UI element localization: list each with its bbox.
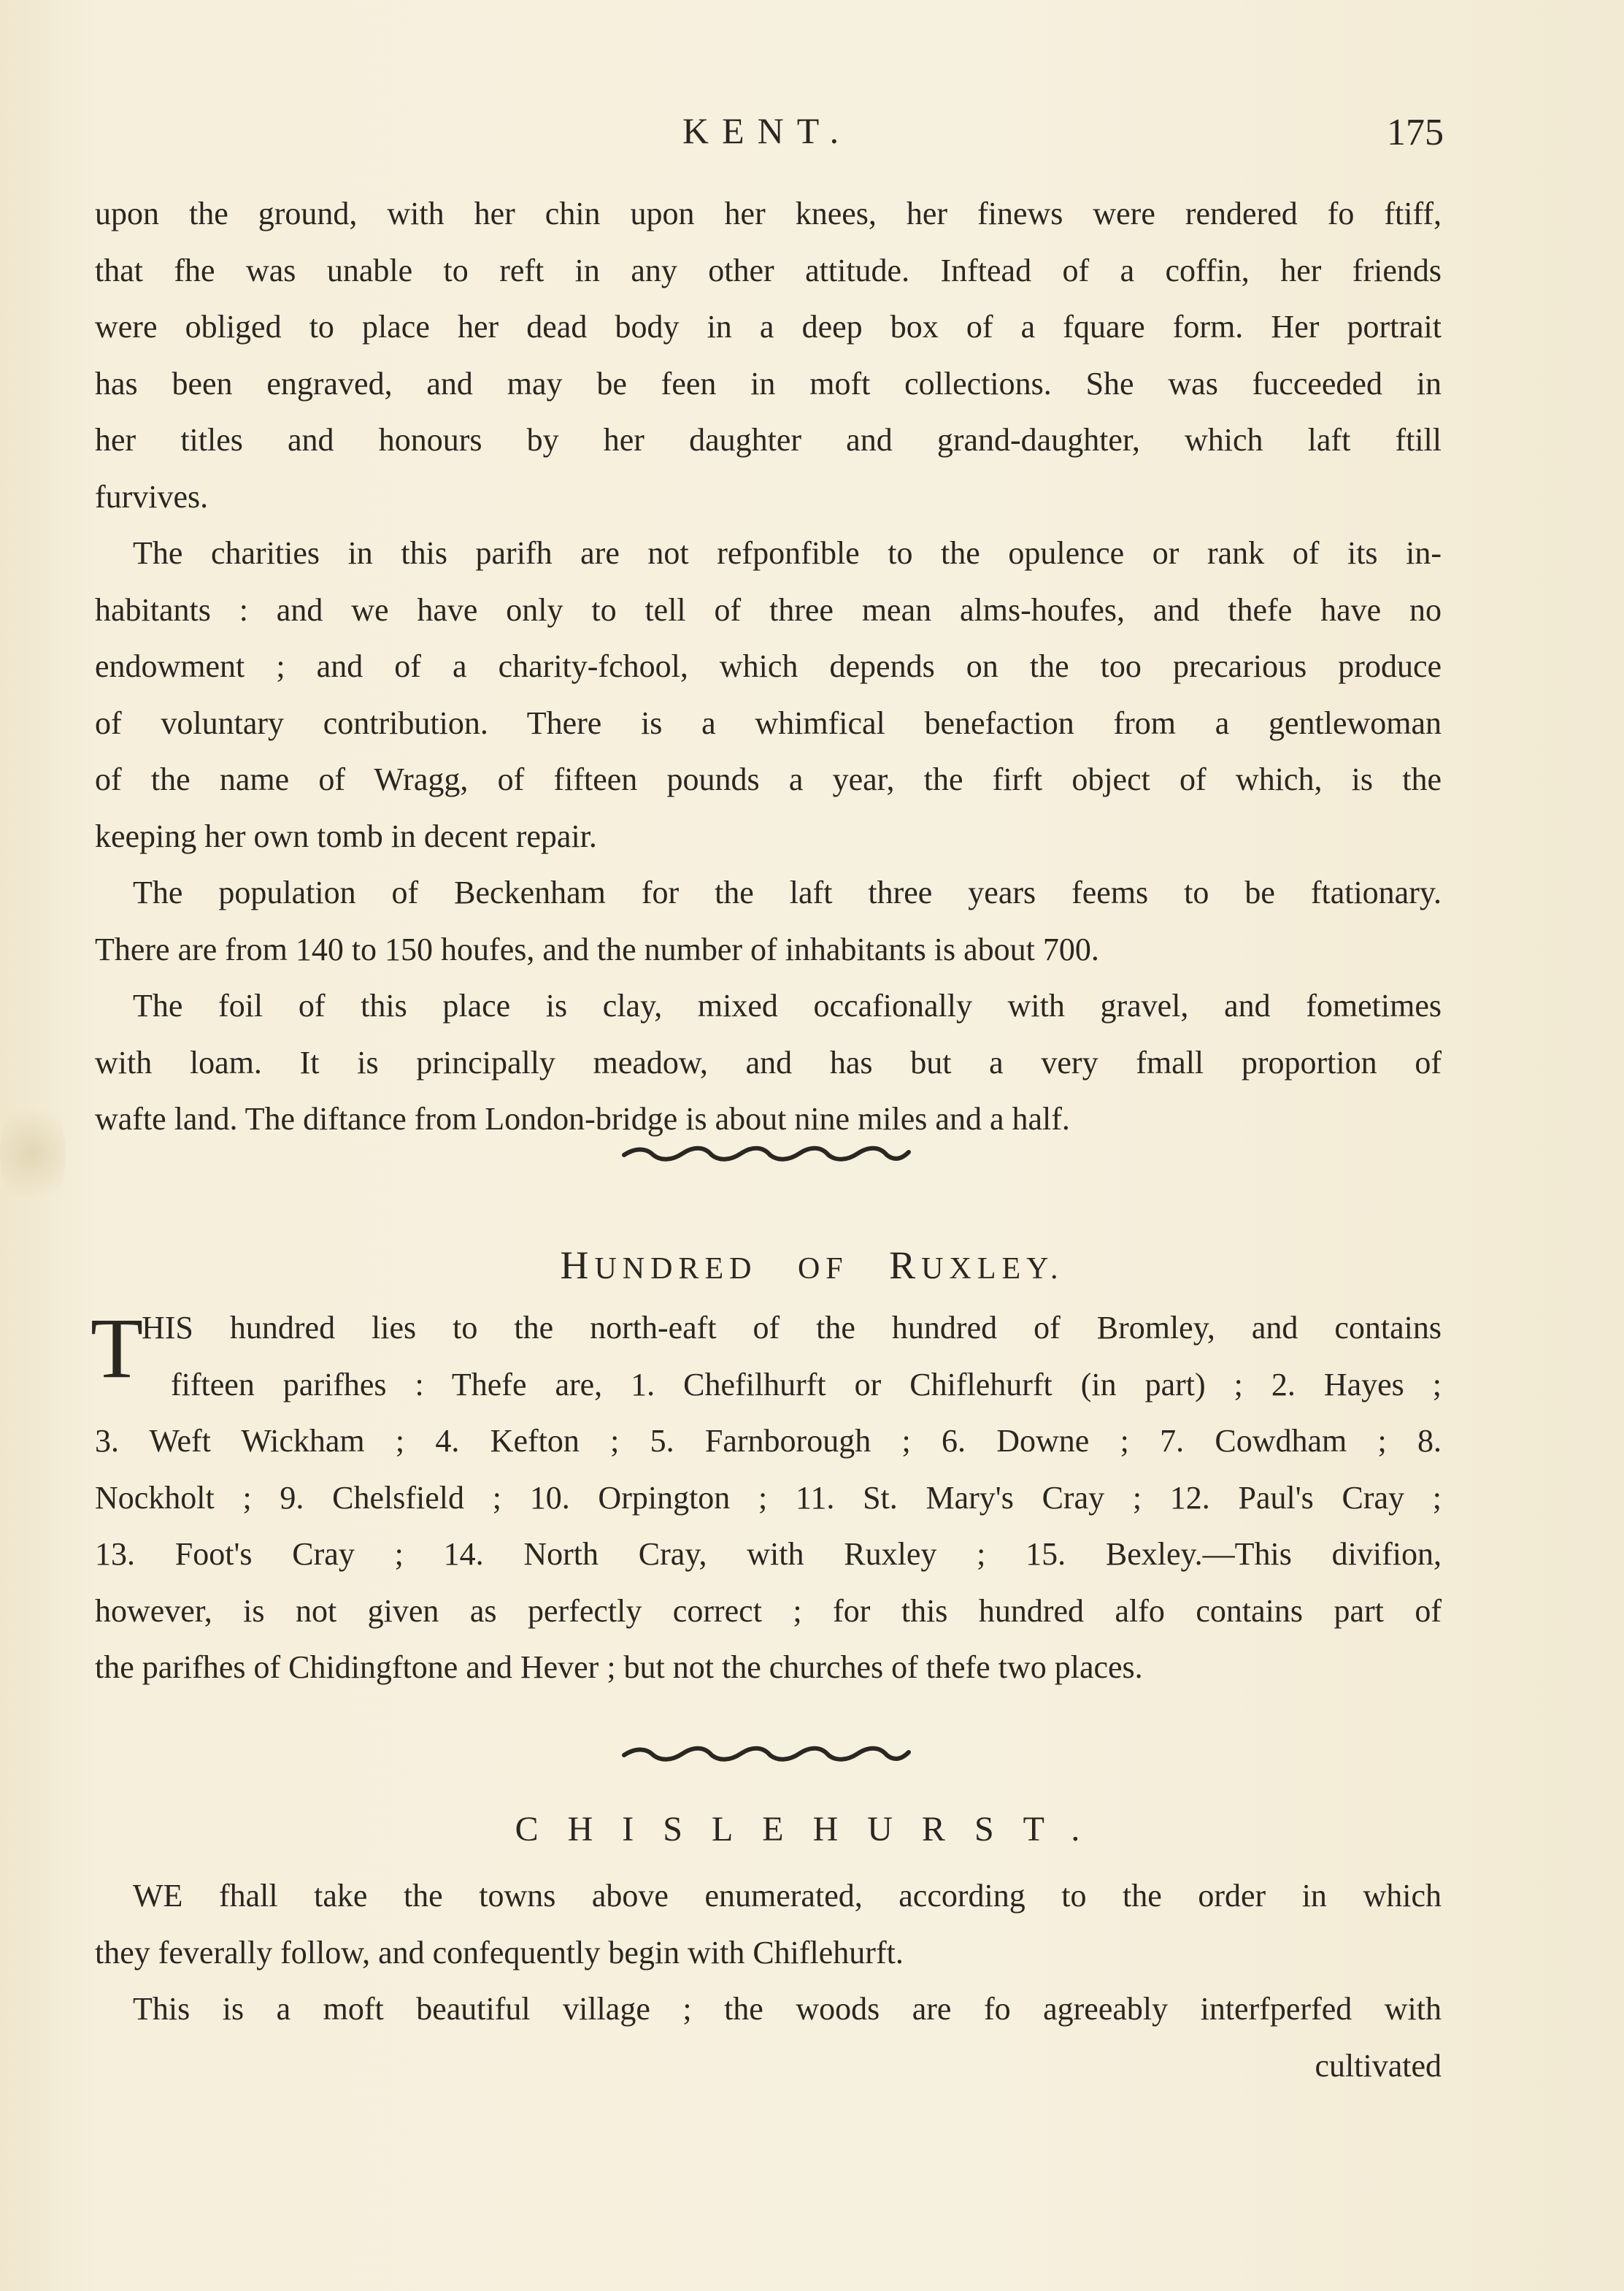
text-line: with loam. It is principally meadow, and has but a very fmall proportion of xyxy=(95,1044,1442,1081)
town-heading: CHISLEHURST. xyxy=(515,1810,1109,1849)
heading-smallcaps: UXLEY. xyxy=(921,1252,1064,1286)
heading-capital: R xyxy=(889,1243,922,1287)
text-line: of the name of Wragg, of fifteen pounds a year, the firft object of which, is the xyxy=(95,761,1442,797)
heading-smallcaps: UNDRED xyxy=(594,1252,758,1286)
hundred-heading xyxy=(0,1243,1624,1288)
text-line: 3. Weft Wickham ; 4. Kefton ; 5. Farnborough ; 6. Downe ; 7. Cowdham ; 8. xyxy=(95,1423,1442,1459)
paragraph-3 xyxy=(95,864,1442,978)
paper-stain xyxy=(0,1095,66,1212)
running-title: KENT. xyxy=(682,110,853,151)
paragraph-5 xyxy=(95,1300,1442,1696)
text-line: however, is not given as perfectly correct ; for this hundred alfo contains part of xyxy=(95,1592,1442,1629)
text-line: they feverally follow, and confequently begin with Chiflehurft. xyxy=(95,1934,904,1970)
text-line: This is a moft beautiful village ; the woods are fo agreeably interfperfed with xyxy=(133,1991,1442,2027)
paragraph-6 xyxy=(95,1868,1442,1981)
text-line: 13. Foot's Cray ; 14. North Cray, with Ruxley ; 15. Bexley.—This divifion, xyxy=(95,1536,1442,1572)
text-line: habitants : and we have only to tell of three mean alms-houfes, and thefe have no xyxy=(95,591,1442,628)
heading-capital: H xyxy=(560,1243,595,1287)
text-line: There are from 140 to 150 houfes, and the number of inhabitants is about 700. xyxy=(95,931,1099,967)
catchword: cultivated xyxy=(1315,2047,1442,2084)
heading-smallcaps: OF xyxy=(797,1252,849,1286)
text-line: endowment ; and of a charity-fchool, which depends on the too precarious produce xyxy=(95,648,1442,684)
text-line: that fhe was unable to reft in any other attitude. Inftead of a coffin, her friends xyxy=(95,252,1442,288)
drop-cap: T xyxy=(91,1300,144,1396)
text-line: The population of Beckenham for the laft three years feems to be ftationary. xyxy=(133,875,1442,910)
text-line: of voluntary contribution. There is a whimfical benefaction from a gentlewoman xyxy=(95,705,1442,741)
text-line: furvives. xyxy=(95,478,209,515)
text-line: the parifhes of Chidingftone and Hever ; but not the churches of thefe two places. xyxy=(95,1649,1143,1685)
paragraph-1 xyxy=(95,185,1442,525)
text-line: her titles and honours by her daughter and grand-daughter, which laft ftill xyxy=(95,422,1442,458)
text-line: The charities in this parifh are not refponfible to the opulence or rank of its in- xyxy=(133,535,1442,571)
text-line: HIS hundred lies to the north-eaft of the hundred of Bromley, and contains xyxy=(142,1310,1442,1346)
text-line: The foil of this place is clay, mixed occafionally with gravel, and fometimes xyxy=(133,988,1442,1024)
paragraph-7 xyxy=(95,1981,1442,2094)
text-line: has been engraved, and may be feen in moft collections. She was fucceeded in xyxy=(95,365,1442,402)
paragraph-4 xyxy=(95,978,1442,1148)
ornament-divider xyxy=(620,1745,912,1762)
text-line: keeping her own tomb in decent repair. xyxy=(95,818,597,854)
text-line: were obliged to place her dead body in a deep box of a fquare form. Her portrait xyxy=(95,309,1442,345)
paragraph-2 xyxy=(95,525,1442,864)
text-line: WE fhall take the towns above enumerated, according to the order in which xyxy=(133,1878,1442,1914)
text-line: Nockholt ; 9. Chelsfield ; 10. Orpington ; 11. St. Mary's Cray ; 12. Paul's Cray ; xyxy=(95,1479,1442,1516)
ornament-divider xyxy=(620,1145,912,1162)
page-number: 175 xyxy=(1387,112,1444,153)
text-line: upon the ground, with her chin upon her knees, her finews were rendered fo ftiff, xyxy=(95,196,1442,231)
text-line: fifteen parifhes : Thefe are, 1. Chefilhurft or Chiflehurft (in part) ; 2. Hayes ; xyxy=(171,1366,1442,1402)
text-line: wafte land. The diftance from London-bridge is about nine miles and a half. xyxy=(95,1101,1070,1137)
running-head xyxy=(0,110,1624,161)
